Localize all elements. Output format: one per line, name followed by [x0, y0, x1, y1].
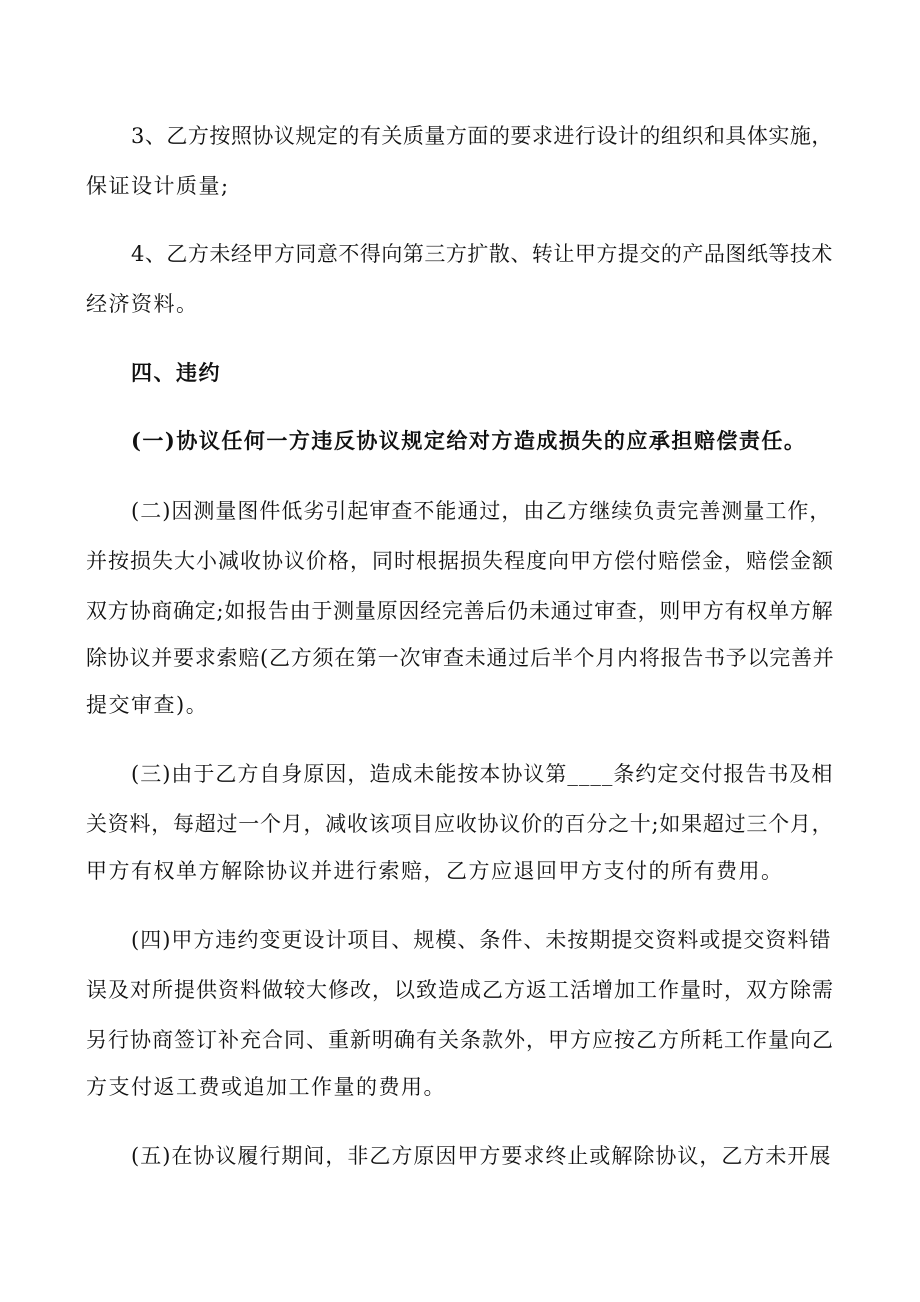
text-line: 方支付返工费或追加工作量的费用。	[86, 1075, 446, 1099]
clause-1-text: (一)协议任何一方违反协议规定给对方造成损失的应承担赔偿责任。	[131, 428, 807, 453]
text-line: 保证设计质量;	[86, 174, 230, 198]
text-line: 误及对所提供资料做较大修改，以致造成乙方返工活增加工作量时，双方除需	[86, 978, 834, 1002]
text-line: (四)甲方违约变更设计项目、规模、条件、未按期提交资料或提交资料错	[131, 928, 832, 952]
section-heading: 四、违约	[131, 360, 221, 385]
text-line: (二)因测量图件低劣引起审查不能通过，由乙方继续负责完善测量工作，	[131, 499, 832, 523]
text-line: 提交审查)。	[86, 693, 209, 717]
text-line: 双方协商确定;如报告由于测量原因经完善后仍未通过审查，则甲方有权单方解	[86, 599, 834, 623]
text-line: 甲方有权单方解除协议并进行索赔，乙方应退回甲方支付的所有费用。	[86, 859, 784, 883]
text-line: 4、乙方未经甲方同意不得向第三方扩散、转让甲方提交的产品图纸等技术	[131, 242, 833, 266]
text-line: (三)由于乙方自身原因，造成未能按本协议第____条约定交付报告书及相	[131, 762, 834, 786]
text-line: 关资料，每超过一个月，减收该项目应收协议价的百分之十;如果超过三个月，	[86, 812, 834, 836]
clause-5-text: (五)在协议履行期间，非乙方原因甲方要求终止或解除协议，乙方未开展	[131, 1144, 832, 1168]
text-line: 并按损失大小减收协议价格，同时根据损失程度向甲方偿付赔偿金，赔偿金额	[86, 549, 834, 573]
text-line: 3、乙方按照协议规定的有关质量方面的要求进行设计的组织和具体实施，	[131, 124, 833, 148]
text-line: 经济资料。	[86, 292, 199, 316]
text-line: 另行协商签订补充合同、重新明确有关条款外，甲方应按乙方所耗工作量向乙	[86, 1028, 834, 1052]
text-line: 除协议并要求索赔(乙方须在第一次审查未通过后半个月内将报告书予以完善并	[86, 646, 835, 670]
